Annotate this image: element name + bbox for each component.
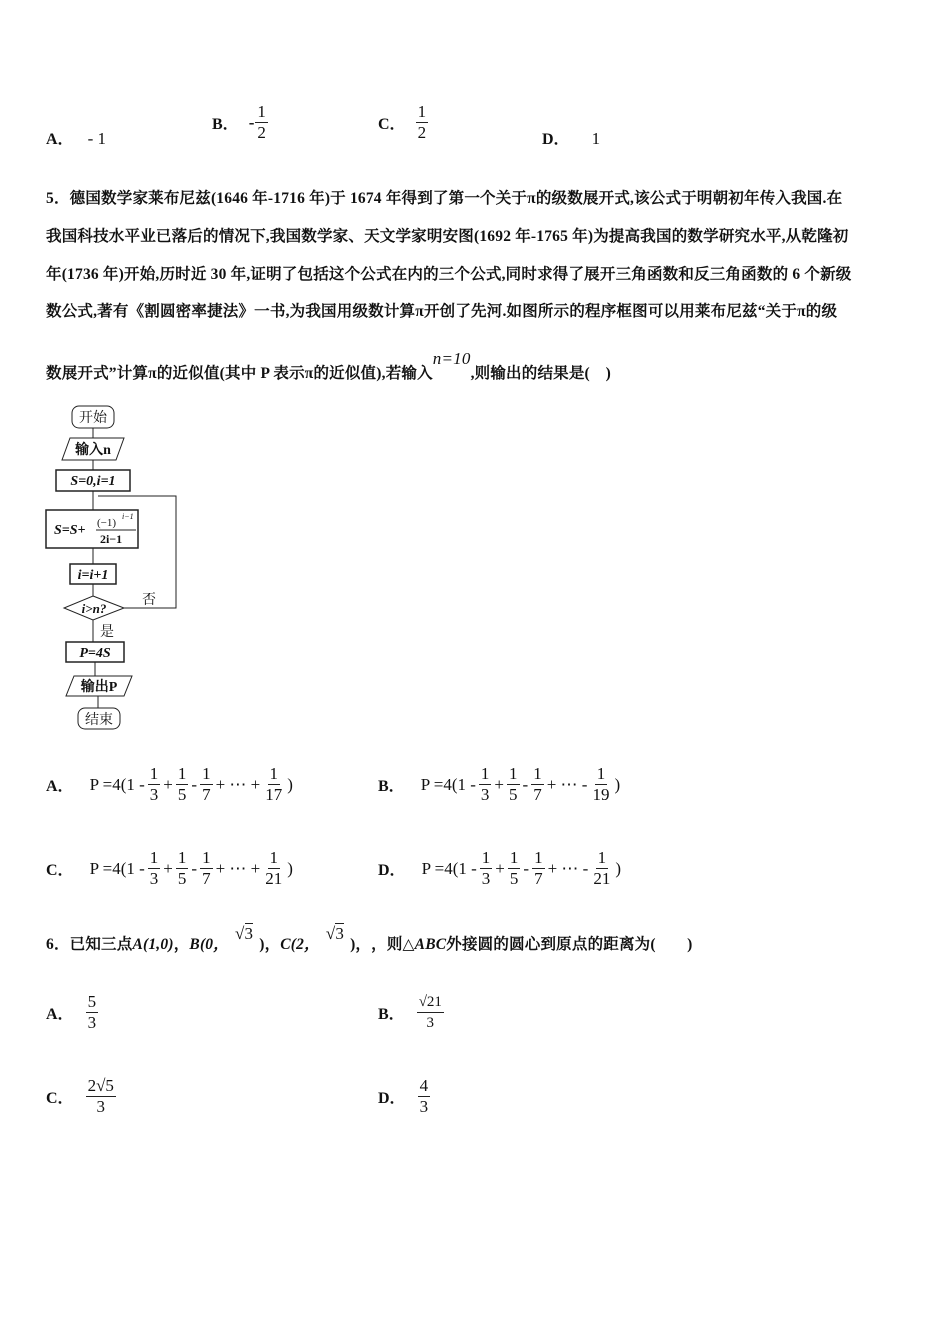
option-label: A． — [46, 778, 74, 795]
output-label: 输出P — [80, 680, 118, 695]
triangle-abc: ABC — [414, 936, 447, 953]
operator: + — [163, 774, 173, 794]
operator: + ⋯ + — [215, 858, 261, 878]
sqrt-value: 3 — [335, 924, 345, 943]
denominator: 21 — [593, 869, 611, 888]
compute-label: P=4S — [79, 646, 111, 661]
denominator: 5 — [177, 869, 187, 888]
numerator: 1 — [177, 848, 187, 867]
fraction — [479, 764, 492, 805]
q6-text: 6．已知三点 — [46, 936, 133, 953]
fraction — [532, 848, 545, 889]
q6-text: ， — [173, 936, 190, 953]
operator: - — [191, 858, 198, 878]
numerator: 1 — [269, 848, 278, 867]
increment-label: i=i+1 — [77, 568, 109, 583]
denominator: 3 — [426, 1015, 435, 1031]
denominator: 7 — [202, 785, 211, 804]
denominator: 3 — [149, 869, 159, 888]
fraction — [176, 848, 189, 889]
denominator: 21 — [265, 869, 283, 888]
option-label: B． — [212, 116, 239, 133]
numerator: 1 — [417, 102, 427, 121]
fraction — [263, 764, 284, 805]
numerator: 4 — [419, 1076, 429, 1095]
numerator: 1 — [509, 764, 518, 783]
q6-text: )， — [350, 936, 372, 953]
fraction — [416, 102, 429, 143]
denominator: 3 — [87, 1013, 97, 1032]
operator: - — [523, 858, 530, 878]
denominator: 3 — [481, 869, 491, 888]
condition-label: i>n? — [81, 601, 107, 616]
q6-text: 外接圆的圆心到原点的距离为( ) — [446, 936, 693, 953]
operator: + — [494, 774, 505, 794]
denominator: 3 — [149, 785, 159, 804]
denominator: 2 — [257, 123, 266, 142]
formula-prefix: P =4(1 - — [420, 774, 476, 794]
option-label: D． — [378, 1090, 406, 1107]
denominator: 3 — [96, 1097, 105, 1116]
denominator: 5 — [509, 869, 519, 888]
option-value: 1 — [591, 129, 601, 148]
numerator: 1 — [597, 848, 607, 867]
update-exponent: i−1 — [122, 512, 134, 521]
q6-option-c[interactable] — [46, 1076, 117, 1117]
numerator: 1 — [177, 764, 187, 783]
q5-option-d[interactable] — [378, 848, 623, 889]
init-label: S=0,i=1 — [70, 474, 116, 489]
q6-question — [46, 924, 693, 954]
operator: + ⋯ - — [546, 774, 588, 794]
fraction — [148, 848, 161, 889]
fraction — [531, 764, 544, 805]
formula-prefix: P =4(1 - — [89, 774, 145, 794]
q5-text: 数展开式”计算π的近似值(其中 P 表示π的近似值),若输入 — [46, 365, 433, 382]
numerator: 1 — [202, 764, 211, 783]
point-b: B(0， — [189, 936, 229, 953]
q6-text: )， — [259, 936, 281, 953]
operator: ) — [615, 858, 621, 878]
option-label: C． — [46, 1090, 74, 1107]
fraction — [200, 764, 213, 805]
q6-option-d[interactable] — [378, 1076, 431, 1117]
point-c: C(2， — [280, 936, 320, 953]
numerator: 2√5 — [87, 1076, 114, 1095]
sqrt-icon: √ — [234, 924, 245, 943]
q5-text-line: 5．德国数学家莱布尼兹(1646 年-1716 年)于 1674 年得到了第一个关于π的级数展开式,该公式于明朝初年传入我国.在 — [46, 190, 843, 207]
numerator: 1 — [533, 764, 542, 783]
numerator: √21 — [417, 992, 444, 1013]
operator: + ⋯ + — [215, 774, 261, 794]
numerator: 5 — [87, 992, 97, 1011]
option-label: A． — [46, 131, 74, 148]
numerator: 1 — [257, 102, 266, 121]
fraction — [590, 764, 611, 805]
operator: - — [522, 774, 529, 794]
operator: - — [191, 774, 198, 794]
fraction — [263, 848, 284, 889]
point-a: A(1,0) — [132, 936, 174, 953]
fraction — [86, 1076, 116, 1117]
formula-prefix: P =4(1 - — [89, 858, 145, 878]
option-label: B． — [378, 1006, 405, 1023]
denominator: 5 — [509, 785, 518, 804]
numerator: 1 — [509, 848, 519, 867]
q5-option-a[interactable] — [46, 764, 295, 805]
q5-option-c[interactable] — [46, 848, 295, 889]
no-label: 否 — [142, 593, 156, 608]
formula — [419, 764, 622, 805]
numerator: 1 — [149, 764, 159, 783]
fraction — [417, 992, 444, 1033]
fraction — [507, 764, 520, 805]
sqrt-value: 3 — [244, 924, 254, 943]
fraction — [200, 848, 213, 889]
input-value: n=10 — [432, 349, 471, 368]
fraction — [86, 992, 99, 1033]
denominator: 3 — [419, 1097, 429, 1116]
q4-option-c[interactable] — [378, 102, 429, 143]
operator: + — [495, 858, 505, 878]
update-numerator: (−1) — [97, 517, 117, 529]
numerator: 1 — [596, 764, 606, 783]
denominator: 19 — [592, 785, 610, 804]
q5-text-line: 数公式,著有《割圆密率捷法》一书,为我国用级数计算π开创了先河.如图所示的程序框图可以用莱布尼兹“关于π的级 — [46, 303, 838, 320]
q5-option-b[interactable] — [378, 764, 622, 805]
q6-option-a[interactable] — [46, 992, 99, 1033]
q4-option-d[interactable] — [542, 126, 600, 149]
option-label: C． — [46, 862, 74, 879]
option-label: B． — [378, 778, 405, 795]
q5-text-line: 年(1736 年)开始,历时近 30 年,证明了包括这个公式在内的三个公式,同时求得了展开三角函数和反三角函数的 6 个新级 — [46, 266, 852, 283]
fraction — [176, 764, 189, 805]
q5-text-line — [46, 349, 611, 383]
denominator: 7 — [534, 869, 543, 888]
q4-option-a[interactable] — [46, 126, 106, 149]
denominator: 3 — [480, 785, 490, 804]
denominator: 5 — [177, 785, 187, 804]
formula — [88, 848, 295, 889]
numerator: 1 — [481, 848, 491, 867]
denominator: 17 — [265, 785, 283, 804]
yes-label: 是 — [100, 625, 114, 640]
operator: + ⋯ - — [547, 858, 589, 878]
numerator: 1 — [202, 848, 211, 867]
denominator: 7 — [202, 869, 211, 888]
option-label: A． — [46, 1006, 74, 1023]
q4-option-b[interactable] — [212, 102, 269, 143]
fraction — [591, 848, 612, 889]
denominator: 7 — [533, 785, 542, 804]
formula — [88, 764, 295, 805]
fraction — [418, 1076, 431, 1117]
operator: ) — [287, 858, 293, 878]
q6-option-b[interactable] — [378, 992, 445, 1033]
option-label: C． — [378, 116, 406, 133]
operator: ) — [614, 774, 621, 794]
numerator: 1 — [149, 848, 159, 867]
formula — [420, 848, 623, 889]
numerator: 1 — [534, 848, 543, 867]
operator: ) — [287, 774, 293, 794]
numerator: 1 — [480, 764, 490, 783]
numerator: 1 — [269, 764, 278, 783]
formula-prefix: P =4(1 - — [421, 858, 477, 878]
input-label: 输入n — [75, 443, 111, 458]
end-label: 结束 — [85, 713, 113, 728]
flowchart — [40, 400, 200, 735]
q6-text: ，则△ — [371, 936, 415, 953]
fraction — [480, 848, 493, 889]
update-label: S=S+ — [54, 523, 86, 538]
fraction — [255, 102, 268, 143]
option-label: D． — [378, 862, 406, 879]
start-label: 开始 — [79, 411, 107, 426]
update-denominator: 2i−1 — [100, 532, 123, 546]
minus-sign: - — [248, 112, 255, 132]
fraction — [508, 848, 521, 889]
sqrt-icon: √ — [325, 924, 336, 943]
q5-text-line: 我国科技水平业已落后的情况下,我国数学家、天文学家明安图(1692 年-1765 年)为提高我国的数学研究水平,从乾隆初 — [46, 228, 849, 245]
fraction — [148, 764, 161, 805]
option-label: D． — [542, 131, 570, 148]
q5-text: ,则输出的结果是( ) — [470, 365, 611, 382]
option-value: - 1 — [87, 129, 106, 148]
operator: + — [163, 858, 173, 878]
denominator: 2 — [417, 123, 427, 142]
